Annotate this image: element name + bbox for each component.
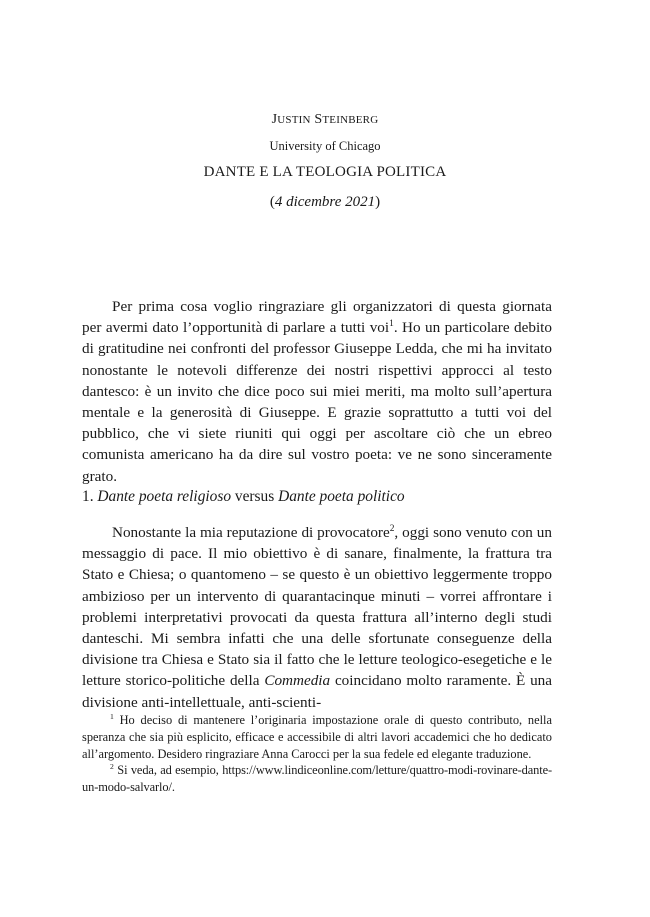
footnotes (82, 712, 552, 796)
intro-text (82, 296, 552, 487)
section-heading (82, 488, 552, 506)
body-text-part2: , oggi sono venuto con un messaggio di pace. Il mio obiettivo è di sanare, finalmente, la frattura tra Stato e Chiesa; o quantomeno – se questo è un obiettivo leggermente troppo ambizioso per un intervento di quarantacinque minuti – vorrei affrontare i problemi interpretativi provocati da questa frattura all’interno degli studi danteschi. Mi sembra infatti che una delle sfortunate conseguenze della divisione tra Chiesa e Stato sia il fatto che le letture teologico-esegetiche e le letture storico-politiche della (82, 524, 552, 690)
footnote-1-text: Ho deciso di mantenere l’originaria impostazione orale di questo contributo, nella speranza che sia più esplicito, efficace e accessibile di altri lavori accademici che ho dedicato all’argomento. Desidero ringraziare Anna Carocci per la sua fedele ed elegante traduzione. (82, 713, 552, 761)
section-italic-2: Dante poeta politico (278, 488, 405, 505)
section-middle: versus (231, 488, 279, 505)
body-paragraph (82, 522, 552, 713)
body-text (82, 522, 552, 713)
footnote-ref-1: 1 (389, 319, 394, 330)
date-close-paren: ) (375, 194, 381, 210)
section-italic-1: Dante poeta religioso (97, 488, 232, 505)
paper-title: DANTE E LA TEOLOGIA POLITICA (203, 164, 447, 180)
intro-text-part1: Per prima cosa voglio ringraziare gli organizzatori di questa giornata per avermi dato l’opportunità di parlare a tutti voi (82, 298, 552, 337)
author-first-rest: USTIN (277, 114, 311, 126)
footnote-2 (82, 762, 552, 796)
author-first-initial: J (271, 112, 278, 127)
footnote-2-number: 2 (110, 762, 114, 772)
body-text-italic: Commedia (264, 672, 331, 690)
date-text: 4 dicembre 2021 (274, 194, 376, 210)
body-text-part3: coincidano molto raramente. È una divisione anti-intellettuale, anti-scienti- (82, 672, 553, 711)
footnote-1 (82, 712, 552, 762)
footnote-ref-2: 2 (389, 523, 395, 534)
paper-date (0, 194, 650, 211)
date-open-paren: ( (269, 194, 275, 210)
author-name (0, 112, 650, 128)
section-number: 1. (82, 488, 98, 505)
author-affiliation: University of Chicago (269, 139, 381, 153)
footnote-1-number: 1 (110, 711, 114, 721)
footnote-2-text: Si veda, ad esempio, https://www.lindiceonline.com/letture/quattro-modi-rovinare-dante-un-modo-salvarlo/. (82, 763, 552, 795)
author-last-rest: TEINBERG (322, 114, 379, 126)
author-last-initial: S (314, 112, 323, 127)
intro-paragraph (82, 296, 552, 487)
body-text-part1: Nonostante la mia reputazione di provocatore (112, 524, 390, 541)
intro-text-part2: . Ho un particolare debito di gratitudine nei confronti del professor Giuseppe Ledda, che mi ha invitato nonostante le notevoli differenze dei nostri rispettivi approcci al testo dantesco: è un invito che dice poco sui miei meriti, ma molto sull’apertura mentale e la generosità di Giuseppe. E grazie soprattutto a tutti voi del pubblico, che vi siete riuniti qui oggi per ascoltare ciò che un ebreo comunista americano ha da dire sul vostro poeta: ve ne sono sinceramente grato. (82, 319, 553, 485)
